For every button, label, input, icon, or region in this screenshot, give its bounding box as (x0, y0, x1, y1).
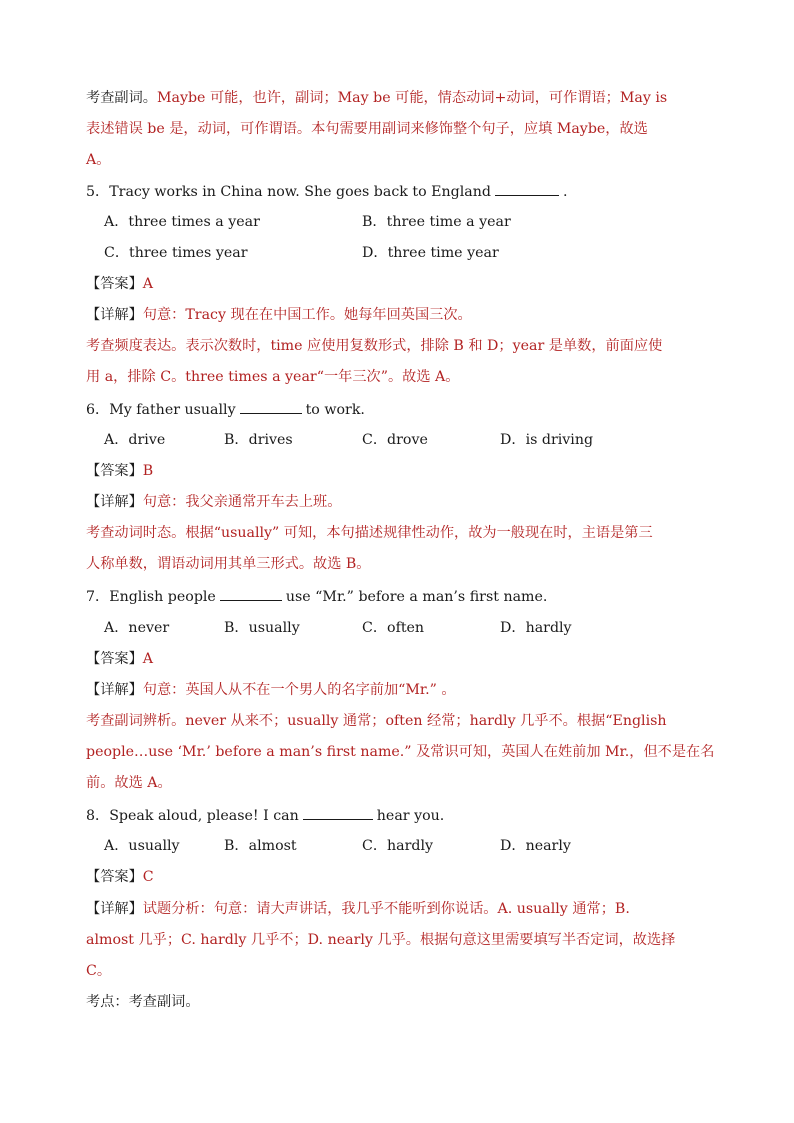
q7-option-d: D．hardly (500, 620, 572, 636)
answer-tag: 【答案】 (86, 869, 143, 885)
question-5-text: 5．Tracy works in China now. She goes back to England (86, 184, 491, 200)
answer-value: C (142, 869, 154, 885)
q7-option-c: C．often (362, 620, 425, 636)
question-5-tail: . (562, 184, 568, 200)
question-6-stem (86, 399, 708, 420)
q6-answer (86, 461, 708, 481)
q8-option-c: C．hardly (362, 838, 434, 854)
detail-text: 句意：我父亲通常开车去上班。 (142, 494, 342, 510)
q6-option-d: D．is driving (500, 432, 594, 448)
q7-detail-line-2: 考查副词辨析。never 从来不；usually 通常；often 经常；hardly 几乎不。根据“English (86, 713, 667, 729)
detail-text: 句意：Tracy 现在在中国工作。她每年回英国三次。 (142, 307, 472, 323)
q8-detail-line-2: almost 几乎；C. hardly 几乎不；D. nearly 几乎。根据句意这里需要填写半否定词，故选择 (86, 932, 676, 948)
q6-option-b: B．drives (224, 432, 293, 448)
answer-blank (240, 399, 302, 414)
answer-tag: 【答案】 (86, 276, 143, 292)
question-8-text: 8．Speak aloud, please! I can (86, 808, 299, 824)
q8-point: 考点：考查副词。 (86, 994, 200, 1010)
q5-detail-line-3: 用 a，排除 C。three times a year“一年三次”。故选 A。 (86, 369, 460, 385)
answer-value: A (142, 651, 154, 667)
question-8-stem (86, 805, 708, 826)
prev-analysis-text: Maybe 可能，也许，副词；May be 可能，情态动词+动词，可作谓语；May is (156, 90, 668, 106)
prev-analysis-line-2: 表述错误 be 是，动词，可作谓语。本句需要用副词来修饰整个句子，应填 Maybe，故选 (86, 121, 648, 137)
detail-text: 句意：英国人从不在一个男人的名字前加“Mr.” 。 (142, 682, 456, 698)
q7-detail-line-3: people…use ‘Mr.’ before a man’s first name.” 及常识可知，英国人在姓前加 Mr.，但不是在名 (86, 744, 715, 760)
q7-answer (86, 649, 708, 669)
q8-option-a: A．usually (104, 838, 180, 854)
q8-detail-line-1 (86, 899, 708, 919)
detail-tag: 【详解】 (86, 494, 143, 510)
question-7-tail: use “Mr.” before a man’s first name. (285, 589, 548, 605)
detail-text: 试题分析：句意：请大声讲话，我几乎不能听到你说话。A. usually 通常；B. (142, 901, 630, 917)
q7-detail-line-4: 前。故选 A。 (86, 775, 172, 791)
q8-answer (86, 867, 708, 887)
q5-answer (86, 274, 708, 294)
answer-value: B (142, 463, 154, 479)
q8-detail-line-3: C。 (86, 963, 112, 979)
answer-blank (303, 805, 373, 820)
q6-option-c: C．drove (362, 432, 428, 448)
q5-option-a: A．three times a year (104, 214, 260, 230)
q7-detail-line-1 (86, 680, 708, 700)
q7-option-b: B．usually (224, 620, 300, 636)
q6-option-a: A．drive (104, 432, 166, 448)
q5-option-c: C．three times year (104, 245, 248, 261)
question-6-tail: to work. (305, 402, 365, 418)
q6-detail-line-1 (86, 492, 708, 512)
prev-analysis-line-1 (86, 88, 708, 108)
question-7-stem (86, 586, 708, 607)
question-8-tail: hear you. (376, 808, 445, 824)
q5-detail-line-2: 考查频度表达。表示次数时，time 应使用复数形式，排除 B 和 D；year 是单数，前面应使 (86, 338, 663, 354)
q8-option-d: D．nearly (500, 838, 571, 854)
answer-blank (220, 586, 282, 601)
question-7-text: 7．English people (86, 589, 216, 605)
answer-value: A (142, 276, 154, 292)
prev-analysis-line-3: A。 (86, 152, 111, 168)
q5-option-b: B．three time a year (362, 214, 511, 230)
question-6-text: 6．My father usually (86, 402, 236, 418)
q6-detail-line-3: 人称单数，谓语动词用其单三形式。故选 B。 (86, 556, 371, 572)
prev-analysis-label: 考查副词。 (86, 90, 157, 106)
answer-blank (495, 181, 559, 196)
q8-option-b: B．almost (224, 838, 297, 854)
q5-option-d: D．three time year (362, 245, 499, 261)
q7-option-a: A．never (104, 620, 170, 636)
detail-tag: 【详解】 (86, 901, 143, 917)
q5-detail-line-1 (86, 305, 708, 325)
answer-tag: 【答案】 (86, 651, 143, 667)
detail-tag: 【详解】 (86, 307, 143, 323)
question-5-stem (86, 181, 708, 202)
answer-tag: 【答案】 (86, 463, 143, 479)
q6-detail-line-2: 考查动词时态。根据“usually” 可知，本句描述规律性动作，故为一般现在时，主语是第三 (86, 525, 653, 541)
detail-tag: 【详解】 (86, 682, 143, 698)
